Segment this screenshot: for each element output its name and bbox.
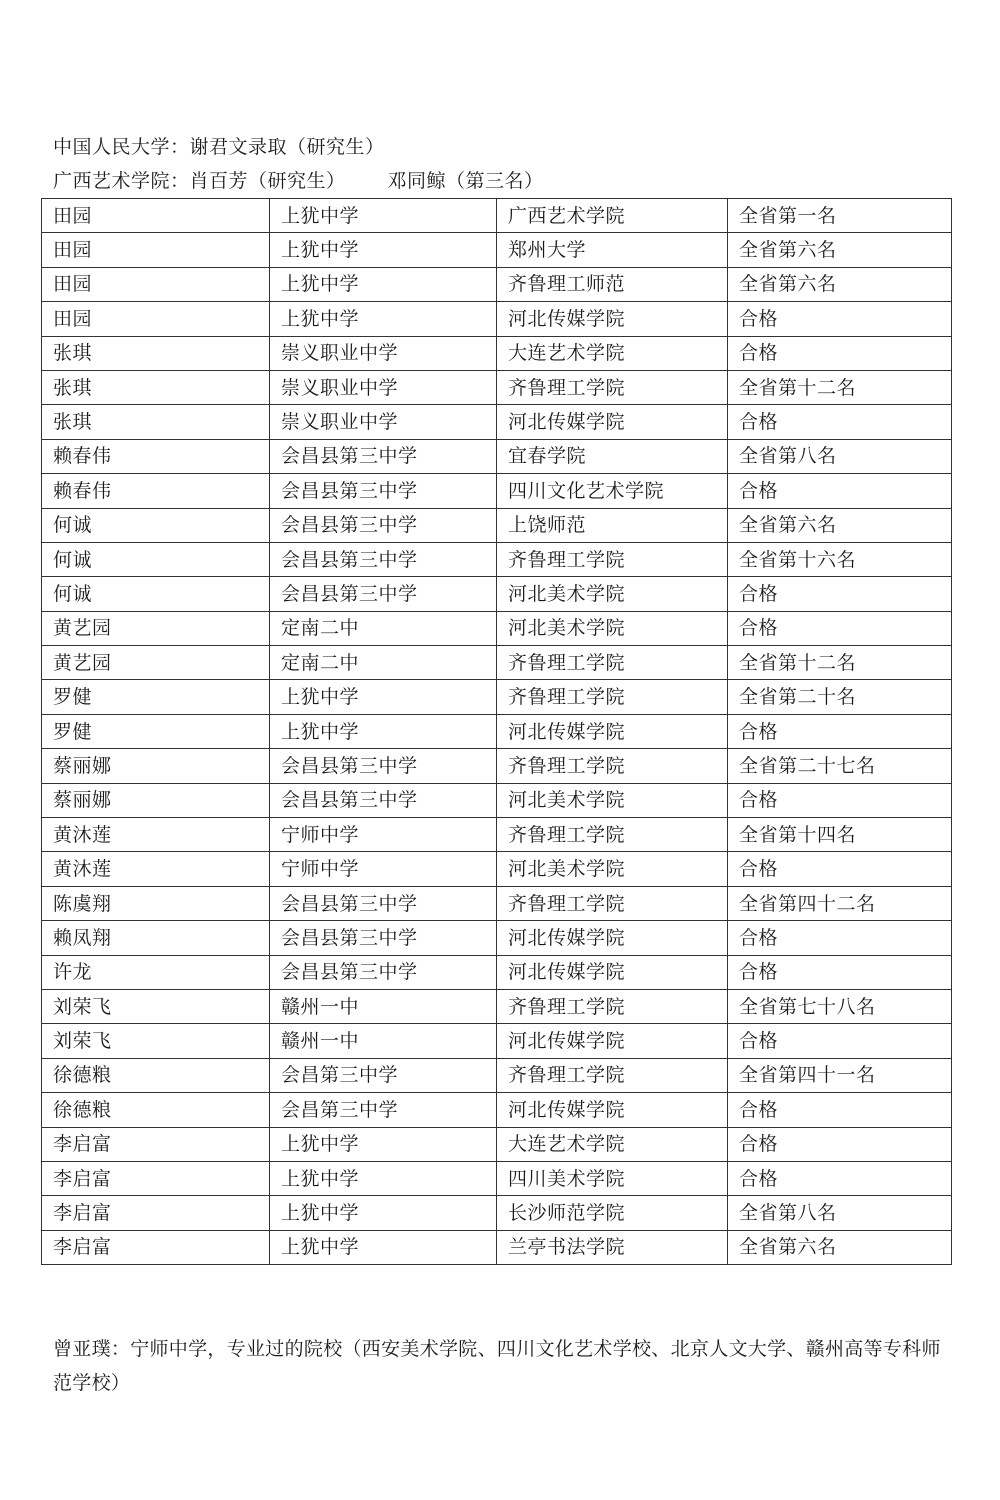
table-row	[42, 1058, 952, 1092]
university-cell: 郑州大学	[497, 233, 728, 267]
table-row	[42, 749, 952, 783]
high-school-cell: 上犹中学	[270, 714, 497, 748]
header-line-renmin-university	[53, 134, 385, 160]
university-cell: 河北传媒学院	[497, 405, 728, 439]
student-name-cell: 黄艺园	[42, 646, 270, 680]
result-cell: 合格	[728, 405, 952, 439]
student-name-cell: 赖春伟	[42, 474, 270, 508]
table-row	[42, 370, 952, 404]
table-row	[42, 989, 952, 1023]
university-cell: 齐鲁理工学院	[497, 989, 728, 1023]
high-school-cell: 会昌县第三中学	[270, 955, 497, 989]
table-row	[42, 611, 952, 645]
student-name-cell: 徐德粮	[42, 1093, 270, 1127]
university-cell: 上饶师范	[497, 508, 728, 542]
university-cell: 齐鲁理工学院	[497, 542, 728, 576]
university-cell: 大连艺术学院	[497, 336, 728, 370]
high-school-cell: 崇义职业中学	[270, 336, 497, 370]
result-cell: 合格	[728, 714, 952, 748]
result-cell: 全省第六名	[728, 1230, 952, 1264]
high-school-cell: 上犹中学	[270, 1127, 497, 1161]
university-cell: 宜春学院	[497, 439, 728, 473]
high-school-cell: 上犹中学	[270, 1196, 497, 1230]
student-name-cell: 刘荣飞	[42, 1024, 270, 1058]
result-cell: 全省第八名	[728, 439, 952, 473]
university-cell: 齐鲁理工学院	[497, 646, 728, 680]
high-school-cell: 定南二中	[270, 646, 497, 680]
table-row	[42, 714, 952, 748]
student-name-cell: 黄沐莲	[42, 852, 270, 886]
footer-note-text: 曾亚璞：宁师中学，专业过的院校（西安美术学院、四川文化艺术学校、北京人文大学、赣州高等专科师范学校）	[53, 1338, 941, 1394]
student-name-cell: 徐德粮	[42, 1058, 270, 1092]
student-name-cell: 田园	[42, 199, 270, 233]
university-cell: 河北传媒学院	[497, 302, 728, 336]
university-cell: 河北美术学院	[497, 577, 728, 611]
university-cell: 河北传媒学院	[497, 714, 728, 748]
high-school-cell: 宁师中学	[270, 818, 497, 852]
table-row	[42, 646, 952, 680]
high-school-cell: 会昌县第三中学	[270, 783, 497, 817]
high-school-cell: 会昌第三中学	[270, 1058, 497, 1092]
table-row	[42, 199, 952, 233]
high-school-cell: 宁师中学	[270, 852, 497, 886]
admission-results-table	[41, 198, 952, 1265]
student-name-cell: 陈虞翔	[42, 886, 270, 920]
student-name-cell: 田园	[42, 267, 270, 301]
student-name-cell: 李启富	[42, 1161, 270, 1195]
high-school-cell: 上犹中学	[270, 1161, 497, 1195]
result-cell: 合格	[728, 474, 952, 508]
student-name-cell: 刘荣飞	[42, 989, 270, 1023]
result-cell: 全省第六名	[728, 267, 952, 301]
high-school-cell: 定南二中	[270, 611, 497, 645]
result-cell: 全省第二十名	[728, 680, 952, 714]
table-row	[42, 680, 952, 714]
table-row	[42, 474, 952, 508]
table-row	[42, 439, 952, 473]
university-cell: 齐鲁理工学院	[497, 749, 728, 783]
table-row	[42, 886, 952, 920]
high-school-cell: 崇义职业中学	[270, 405, 497, 439]
header-line-guangxi-arts	[53, 168, 544, 194]
header-line-2-part-2: 邓同鲸（第三名）	[387, 170, 544, 192]
header-line-1-text: 中国人民大学：谢君文录取（研究生）	[53, 136, 385, 158]
university-cell: 河北美术学院	[497, 783, 728, 817]
table-row	[42, 1196, 952, 1230]
result-cell: 合格	[728, 1161, 952, 1195]
table-row	[42, 783, 952, 817]
student-name-cell: 李启富	[42, 1196, 270, 1230]
table-row	[42, 233, 952, 267]
university-cell: 齐鲁理工学院	[497, 680, 728, 714]
student-name-cell: 黄艺园	[42, 611, 270, 645]
table-row	[42, 1161, 952, 1195]
student-name-cell: 何诚	[42, 577, 270, 611]
result-cell: 全省第十四名	[728, 818, 952, 852]
student-name-cell: 李启富	[42, 1230, 270, 1264]
university-cell: 河北传媒学院	[497, 955, 728, 989]
high-school-cell: 会昌第三中学	[270, 1093, 497, 1127]
result-cell: 全省第十二名	[728, 646, 952, 680]
header-line-2-part-1: 广西艺术学院：肖百芳（研究生）	[53, 170, 346, 192]
student-name-cell: 何诚	[42, 508, 270, 542]
high-school-cell: 上犹中学	[270, 267, 497, 301]
result-cell: 全省第十二名	[728, 370, 952, 404]
university-cell: 河北美术学院	[497, 611, 728, 645]
student-name-cell: 田园	[42, 302, 270, 336]
result-cell: 合格	[728, 302, 952, 336]
result-cell: 合格	[728, 921, 952, 955]
high-school-cell: 会昌县第三中学	[270, 921, 497, 955]
university-cell: 齐鲁理工学院	[497, 886, 728, 920]
result-cell: 全省第六名	[728, 508, 952, 542]
university-cell: 齐鲁理工学院	[497, 370, 728, 404]
student-name-cell: 罗健	[42, 714, 270, 748]
table-row	[42, 852, 952, 886]
student-name-cell: 罗健	[42, 680, 270, 714]
high-school-cell: 会昌县第三中学	[270, 886, 497, 920]
result-cell: 合格	[728, 783, 952, 817]
table-row	[42, 1127, 952, 1161]
high-school-cell: 上犹中学	[270, 680, 497, 714]
footer-note	[53, 1332, 953, 1400]
high-school-cell: 会昌县第三中学	[270, 749, 497, 783]
result-cell: 全省第七十八名	[728, 989, 952, 1023]
table-row	[42, 1024, 952, 1058]
university-cell: 河北美术学院	[497, 852, 728, 886]
university-cell: 大连艺术学院	[497, 1127, 728, 1161]
result-cell: 全省第四十一名	[728, 1058, 952, 1092]
result-cell: 合格	[728, 1024, 952, 1058]
result-cell: 全省第四十二名	[728, 886, 952, 920]
university-cell: 长沙师范学院	[497, 1196, 728, 1230]
student-name-cell: 田园	[42, 233, 270, 267]
university-cell: 齐鲁理工学院	[497, 818, 728, 852]
result-cell: 合格	[728, 1127, 952, 1161]
student-name-cell: 赖凤翔	[42, 921, 270, 955]
table-row	[42, 1093, 952, 1127]
university-cell: 河北传媒学院	[497, 1024, 728, 1058]
student-name-cell: 张琪	[42, 370, 270, 404]
table-row	[42, 508, 952, 542]
table-row	[42, 336, 952, 370]
university-cell: 河北传媒学院	[497, 1093, 728, 1127]
table-row	[42, 577, 952, 611]
student-name-cell: 张琪	[42, 405, 270, 439]
result-cell: 全省第十六名	[728, 542, 952, 576]
table-row	[42, 405, 952, 439]
result-cell: 全省第八名	[728, 1196, 952, 1230]
table-row	[42, 267, 952, 301]
student-name-cell: 赖春伟	[42, 439, 270, 473]
high-school-cell: 会昌县第三中学	[270, 577, 497, 611]
high-school-cell: 上犹中学	[270, 199, 497, 233]
high-school-cell: 上犹中学	[270, 1230, 497, 1264]
high-school-cell: 崇义职业中学	[270, 370, 497, 404]
university-cell: 四川文化艺术学院	[497, 474, 728, 508]
student-name-cell: 李启富	[42, 1127, 270, 1161]
student-name-cell: 黄沐莲	[42, 818, 270, 852]
result-cell: 合格	[728, 336, 952, 370]
high-school-cell: 上犹中学	[270, 233, 497, 267]
table-row	[42, 921, 952, 955]
table-row	[42, 818, 952, 852]
results-table-body	[42, 199, 952, 1265]
high-school-cell: 会昌县第三中学	[270, 508, 497, 542]
table-row	[42, 955, 952, 989]
student-name-cell: 何诚	[42, 542, 270, 576]
high-school-cell: 会昌县第三中学	[270, 474, 497, 508]
high-school-cell: 会昌县第三中学	[270, 542, 497, 576]
table-row	[42, 542, 952, 576]
high-school-cell: 赣州一中	[270, 989, 497, 1023]
result-cell: 合格	[728, 1093, 952, 1127]
student-name-cell: 蔡丽娜	[42, 749, 270, 783]
university-cell: 四川美术学院	[497, 1161, 728, 1195]
result-cell: 合格	[728, 955, 952, 989]
university-cell: 广西艺术学院	[497, 199, 728, 233]
result-cell: 合格	[728, 852, 952, 886]
university-cell: 兰亭书法学院	[497, 1230, 728, 1264]
result-cell: 全省第二十七名	[728, 749, 952, 783]
result-cell: 合格	[728, 611, 952, 645]
student-name-cell: 许龙	[42, 955, 270, 989]
high-school-cell: 会昌县第三中学	[270, 439, 497, 473]
result-cell: 合格	[728, 577, 952, 611]
student-name-cell: 蔡丽娜	[42, 783, 270, 817]
student-name-cell: 张琪	[42, 336, 270, 370]
result-cell: 全省第六名	[728, 233, 952, 267]
university-cell: 齐鲁理工学院	[497, 1058, 728, 1092]
high-school-cell: 上犹中学	[270, 302, 497, 336]
result-cell: 全省第一名	[728, 199, 952, 233]
table-row	[42, 1230, 952, 1264]
high-school-cell: 赣州一中	[270, 1024, 497, 1058]
table-row	[42, 302, 952, 336]
university-cell: 齐鲁理工师范	[497, 267, 728, 301]
university-cell: 河北传媒学院	[497, 921, 728, 955]
